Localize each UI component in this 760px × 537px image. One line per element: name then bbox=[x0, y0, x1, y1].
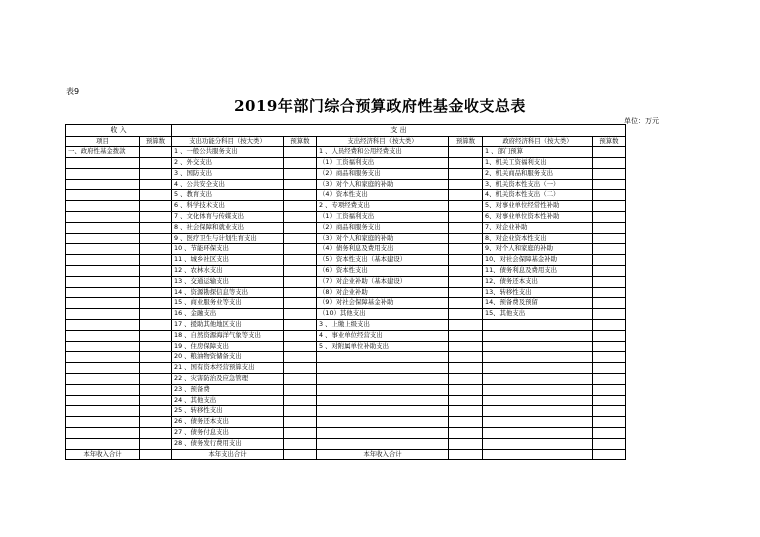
budget-cell bbox=[449, 190, 483, 201]
table-row bbox=[66, 212, 626, 223]
table-row bbox=[66, 428, 626, 439]
budget-cell bbox=[140, 266, 172, 277]
budget-cell bbox=[593, 384, 626, 395]
expense-total-value bbox=[284, 449, 317, 460]
function-category-cell: 19 、住房保障支出 bbox=[172, 341, 284, 352]
table-row bbox=[66, 168, 626, 179]
table-row bbox=[66, 179, 626, 190]
government-economic-cell bbox=[483, 341, 593, 352]
government-economic-cell bbox=[483, 406, 593, 417]
economic-category-cell: 5 、对附属单位补助支出 bbox=[317, 341, 449, 352]
budget-cell bbox=[284, 222, 317, 233]
budget-cell bbox=[593, 201, 626, 212]
function-category-cell: 3 、国防支出 bbox=[172, 168, 284, 179]
col-function-category: 支出功能分科目（按大类） bbox=[172, 136, 284, 147]
budget-cell bbox=[284, 298, 317, 309]
budget-cell bbox=[449, 276, 483, 287]
project-cell bbox=[66, 384, 140, 395]
project-cell: 一、政府性基金拨款 bbox=[66, 147, 140, 158]
table-row bbox=[66, 190, 626, 201]
budget-cell bbox=[140, 168, 172, 179]
budget-cell bbox=[449, 352, 483, 363]
budget-cell bbox=[140, 363, 172, 374]
economic-category-cell: 4 、事业单位经营支出 bbox=[317, 330, 449, 341]
government-economic-cell: 14、预备费及预留 bbox=[483, 298, 593, 309]
budget-cell bbox=[140, 406, 172, 417]
government-economic-cell: 1 、部门预算 bbox=[483, 147, 593, 158]
budget-cell bbox=[449, 417, 483, 428]
function-category-cell: 9 、医疗卫生与计划生育支出 bbox=[172, 233, 284, 244]
government-economic-cell: 13、转移性支出 bbox=[483, 287, 593, 298]
budget-cell bbox=[140, 190, 172, 201]
table-row bbox=[66, 233, 626, 244]
project-cell bbox=[66, 330, 140, 341]
function-category-cell: 20 、粮油物资储备支出 bbox=[172, 352, 284, 363]
project-cell bbox=[66, 428, 140, 439]
budget-cell bbox=[140, 309, 172, 320]
budget-cell bbox=[284, 341, 317, 352]
income-total-label-2: 本年收入合计 bbox=[317, 449, 449, 460]
budget-cell bbox=[140, 212, 172, 223]
table-row bbox=[66, 147, 626, 158]
budget-cell bbox=[284, 384, 317, 395]
function-category-cell: 21 、国有资本经营预算支出 bbox=[172, 363, 284, 374]
budget-cell bbox=[140, 374, 172, 385]
project-cell bbox=[66, 320, 140, 331]
table-number-label: 表9 bbox=[66, 87, 80, 96]
col-budget: 预算数 bbox=[284, 136, 317, 147]
budget-cell bbox=[284, 309, 317, 320]
budget-cell bbox=[140, 222, 172, 233]
budget-cell bbox=[284, 287, 317, 298]
budget-cell bbox=[593, 233, 626, 244]
income-total-value bbox=[140, 449, 172, 460]
budget-cell bbox=[449, 233, 483, 244]
table-row bbox=[66, 266, 626, 277]
economic-category-cell: （10）其他支出 bbox=[317, 309, 449, 320]
budget-cell bbox=[593, 309, 626, 320]
function-category-cell: 12 、农林水支出 bbox=[172, 266, 284, 277]
economic-category-cell: （4）债务利息及费用支出 bbox=[317, 244, 449, 255]
budget-cell bbox=[284, 158, 317, 169]
project-cell bbox=[66, 352, 140, 363]
budget-cell bbox=[284, 363, 317, 374]
economic-category-cell: （7）对企业补助（基本建设） bbox=[317, 276, 449, 287]
economic-category-cell: （3）对个人和家庭的补助 bbox=[317, 233, 449, 244]
government-economic-cell: 9、对个人和家庭的补助 bbox=[483, 244, 593, 255]
table-row bbox=[66, 298, 626, 309]
budget-cell bbox=[284, 147, 317, 158]
economic-category-cell bbox=[317, 406, 449, 417]
table-row bbox=[66, 352, 626, 363]
budget-cell bbox=[140, 320, 172, 331]
budget-cell bbox=[449, 287, 483, 298]
budget-cell bbox=[449, 374, 483, 385]
income-header: 收 入 bbox=[66, 125, 172, 137]
project-cell bbox=[66, 255, 140, 266]
government-economic-cell: 7、对企业补助 bbox=[483, 222, 593, 233]
function-category-cell: 10 、节能环保支出 bbox=[172, 244, 284, 255]
empty-cell bbox=[483, 449, 593, 460]
budget-cell bbox=[449, 255, 483, 266]
table-row bbox=[66, 276, 626, 287]
economic-category-cell: （8）对企业补助 bbox=[317, 287, 449, 298]
budget-cell bbox=[140, 179, 172, 190]
budget-cell bbox=[449, 244, 483, 255]
expense-total-label: 本年支出合计 bbox=[172, 449, 284, 460]
economic-category-cell: （9）对社会保障基金补助 bbox=[317, 298, 449, 309]
economic-category-cell: （3）对个人和家庭的补助 bbox=[317, 179, 449, 190]
budget-cell bbox=[593, 266, 626, 277]
economic-category-cell bbox=[317, 438, 449, 449]
project-cell bbox=[66, 309, 140, 320]
project-cell bbox=[66, 212, 140, 223]
government-economic-cell bbox=[483, 417, 593, 428]
function-category-cell: 2 、外交支出 bbox=[172, 158, 284, 169]
budget-cell bbox=[593, 147, 626, 158]
function-category-cell: 18 、自然资源海洋气象等支出 bbox=[172, 330, 284, 341]
table-row bbox=[66, 341, 626, 352]
function-category-cell: 5 、教育支出 bbox=[172, 190, 284, 201]
project-cell bbox=[66, 438, 140, 449]
income-total-value-2 bbox=[449, 449, 483, 460]
project-cell bbox=[66, 158, 140, 169]
government-economic-cell: 11、债务利息及费用支出 bbox=[483, 266, 593, 277]
function-category-cell: 26 、债务还本支出 bbox=[172, 417, 284, 428]
budget-cell bbox=[284, 428, 317, 439]
table-row bbox=[66, 309, 626, 320]
budget-cell bbox=[140, 287, 172, 298]
function-category-cell: 17 、援助其他地区支出 bbox=[172, 320, 284, 331]
budget-cell bbox=[593, 352, 626, 363]
budget-cell bbox=[593, 330, 626, 341]
budget-cell bbox=[593, 320, 626, 331]
government-economic-cell bbox=[483, 363, 593, 374]
table-row bbox=[66, 158, 626, 169]
budget-cell bbox=[593, 395, 626, 406]
budget-cell bbox=[593, 276, 626, 287]
budget-cell bbox=[449, 212, 483, 223]
empty-cell bbox=[593, 449, 626, 460]
government-economic-cell bbox=[483, 384, 593, 395]
budget-cell bbox=[284, 201, 317, 212]
budget-cell bbox=[593, 255, 626, 266]
col-budget: 预算数 bbox=[449, 136, 483, 147]
project-cell bbox=[66, 179, 140, 190]
function-category-cell: 6 、科学技术支出 bbox=[172, 201, 284, 212]
budget-cell bbox=[593, 179, 626, 190]
government-economic-cell bbox=[483, 374, 593, 385]
table-row bbox=[66, 374, 626, 385]
table-row bbox=[66, 255, 626, 266]
function-category-cell: 25 、转移性支出 bbox=[172, 406, 284, 417]
budget-cell bbox=[140, 395, 172, 406]
budget-cell bbox=[593, 158, 626, 169]
budget-cell bbox=[449, 395, 483, 406]
budget-cell bbox=[284, 406, 317, 417]
project-cell bbox=[66, 287, 140, 298]
economic-category-cell: （1）工资福利支出 bbox=[317, 212, 449, 223]
budget-cell bbox=[593, 428, 626, 439]
project-cell bbox=[66, 417, 140, 428]
budget-cell bbox=[449, 266, 483, 277]
budget-cell bbox=[140, 233, 172, 244]
col-budget: 预算数 bbox=[140, 136, 172, 147]
budget-cell bbox=[449, 179, 483, 190]
budget-cell bbox=[140, 158, 172, 169]
government-economic-cell: 6、对事业单位资本性补助 bbox=[483, 212, 593, 223]
economic-category-cell: （1）工资福利支出 bbox=[317, 158, 449, 169]
budget-cell bbox=[593, 190, 626, 201]
page-title: 2019年部门综合预算政府性基金收支总表 bbox=[234, 97, 526, 115]
budget-cell bbox=[284, 438, 317, 449]
project-cell bbox=[66, 374, 140, 385]
budget-cell bbox=[284, 168, 317, 179]
budget-cell bbox=[593, 406, 626, 417]
function-category-cell: 8 、社会保障和就业支出 bbox=[172, 222, 284, 233]
budget-cell bbox=[449, 309, 483, 320]
government-economic-cell: 4、机关资本性支出（二） bbox=[483, 190, 593, 201]
budget-cell bbox=[593, 417, 626, 428]
table-row bbox=[66, 320, 626, 331]
project-cell bbox=[66, 201, 140, 212]
project-cell bbox=[66, 168, 140, 179]
budget-cell bbox=[140, 417, 172, 428]
government-economic-cell bbox=[483, 320, 593, 331]
economic-category-cell bbox=[317, 395, 449, 406]
budget-cell bbox=[593, 374, 626, 385]
col-project: 项目 bbox=[66, 136, 140, 147]
budget-cell bbox=[449, 330, 483, 341]
government-economic-cell bbox=[483, 438, 593, 449]
budget-cell bbox=[140, 330, 172, 341]
economic-category-cell bbox=[317, 363, 449, 374]
budget-cell bbox=[284, 417, 317, 428]
budget-cell bbox=[449, 201, 483, 212]
budget-cell bbox=[140, 384, 172, 395]
budget-cell bbox=[449, 298, 483, 309]
budget-cell bbox=[284, 352, 317, 363]
fund-budget-table bbox=[65, 124, 626, 460]
unit-label: 单位：万元 bbox=[624, 117, 659, 125]
table-row bbox=[66, 384, 626, 395]
budget-cell bbox=[449, 428, 483, 439]
function-category-cell: 27 、债务付息支出 bbox=[172, 428, 284, 439]
function-category-cell: 16 、金融支出 bbox=[172, 309, 284, 320]
budget-cell bbox=[284, 320, 317, 331]
budget-cell bbox=[284, 255, 317, 266]
budget-cell bbox=[593, 244, 626, 255]
budget-cell bbox=[449, 341, 483, 352]
budget-cell bbox=[140, 276, 172, 287]
table-row bbox=[66, 222, 626, 233]
government-economic-cell bbox=[483, 352, 593, 363]
function-category-cell: 24 、其他支出 bbox=[172, 395, 284, 406]
budget-cell bbox=[593, 287, 626, 298]
project-cell bbox=[66, 244, 140, 255]
budget-cell bbox=[140, 244, 172, 255]
budget-cell bbox=[284, 244, 317, 255]
economic-category-cell: （6）资本性支出 bbox=[317, 266, 449, 277]
table-row bbox=[66, 201, 626, 212]
economic-category-cell bbox=[317, 384, 449, 395]
government-economic-cell: 8、对企业资本性支出 bbox=[483, 233, 593, 244]
function-category-cell: 13 、交通运输支出 bbox=[172, 276, 284, 287]
function-category-cell: 23 、预备费 bbox=[172, 384, 284, 395]
project-cell bbox=[66, 341, 140, 352]
table-row bbox=[66, 417, 626, 428]
col-economic-category: 支出经济科目（按大类） bbox=[317, 136, 449, 147]
budget-cell bbox=[140, 147, 172, 158]
budget-cell bbox=[449, 147, 483, 158]
function-category-cell: 22 、灾害防治及应急管理 bbox=[172, 374, 284, 385]
economic-category-cell: 1 、人员经费和公用经费支出 bbox=[317, 147, 449, 158]
project-cell bbox=[66, 266, 140, 277]
budget-cell bbox=[449, 438, 483, 449]
budget-cell bbox=[140, 352, 172, 363]
table-row bbox=[66, 244, 626, 255]
budget-cell bbox=[593, 341, 626, 352]
project-cell bbox=[66, 222, 140, 233]
budget-cell bbox=[449, 168, 483, 179]
income-total-label: 本年收入合计 bbox=[66, 449, 140, 460]
project-cell bbox=[66, 233, 140, 244]
budget-cell bbox=[284, 374, 317, 385]
budget-cell bbox=[140, 201, 172, 212]
economic-category-cell bbox=[317, 417, 449, 428]
budget-cell bbox=[284, 276, 317, 287]
government-economic-cell: 3、机关资本性支出（一） bbox=[483, 179, 593, 190]
project-cell bbox=[66, 406, 140, 417]
budget-cell bbox=[449, 363, 483, 374]
col-budget: 预算数 bbox=[593, 136, 626, 147]
economic-category-cell bbox=[317, 428, 449, 439]
table-row bbox=[66, 330, 626, 341]
table-row bbox=[66, 287, 626, 298]
budget-cell bbox=[284, 330, 317, 341]
budget-cell bbox=[449, 384, 483, 395]
budget-cell bbox=[140, 428, 172, 439]
budget-cell bbox=[593, 222, 626, 233]
economic-category-cell: （4）资本性支出 bbox=[317, 190, 449, 201]
table-row bbox=[66, 363, 626, 374]
budget-cell bbox=[140, 438, 172, 449]
economic-category-cell: （5）资本性支出（基本建设） bbox=[317, 255, 449, 266]
budget-cell bbox=[593, 212, 626, 223]
budget-cell bbox=[140, 255, 172, 266]
project-cell bbox=[66, 276, 140, 287]
budget-cell bbox=[284, 233, 317, 244]
function-category-cell: 15 、商业服务业等支出 bbox=[172, 298, 284, 309]
function-category-cell: 7 、文化体育与传媒支出 bbox=[172, 212, 284, 223]
table-row bbox=[66, 406, 626, 417]
economic-category-cell: （2）商品和服务支出 bbox=[317, 222, 449, 233]
economic-category-cell: 3 、上缴上级支出 bbox=[317, 320, 449, 331]
budget-cell bbox=[449, 158, 483, 169]
government-economic-cell: 10、对社会保障基金补助 bbox=[483, 255, 593, 266]
budget-cell bbox=[140, 298, 172, 309]
table-row bbox=[66, 438, 626, 449]
budget-cell bbox=[449, 222, 483, 233]
economic-category-cell bbox=[317, 352, 449, 363]
economic-category-cell bbox=[317, 374, 449, 385]
economic-category-cell: 2 、专项经费支出 bbox=[317, 201, 449, 212]
budget-cell bbox=[140, 341, 172, 352]
budget-cell bbox=[284, 190, 317, 201]
government-economic-cell bbox=[483, 330, 593, 341]
project-cell bbox=[66, 298, 140, 309]
government-economic-cell: 2、机关商品和服务支出 bbox=[483, 168, 593, 179]
budget-cell bbox=[449, 406, 483, 417]
budget-cell bbox=[284, 179, 317, 190]
function-category-cell: 4 、公共安全支出 bbox=[172, 179, 284, 190]
project-cell bbox=[66, 363, 140, 374]
project-cell bbox=[66, 190, 140, 201]
budget-cell bbox=[593, 298, 626, 309]
budget-cell bbox=[284, 395, 317, 406]
budget-cell bbox=[284, 212, 317, 223]
table-row bbox=[66, 395, 626, 406]
budget-cell bbox=[593, 438, 626, 449]
budget-cell bbox=[284, 266, 317, 277]
function-category-cell: 1 、一般公共服务支出 bbox=[172, 147, 284, 158]
government-economic-cell: 15、其他支出 bbox=[483, 309, 593, 320]
government-economic-cell: 5、对事业单位经常性补助 bbox=[483, 201, 593, 212]
function-category-cell: 11 、城乡社区支出 bbox=[172, 255, 284, 266]
col-government-economic-category: 政府经济科目（按大类） bbox=[483, 136, 593, 147]
government-economic-cell bbox=[483, 395, 593, 406]
function-category-cell: 14 、资源勘探信息等支出 bbox=[172, 287, 284, 298]
economic-category-cell: （2）商品和服务支出 bbox=[317, 168, 449, 179]
project-cell bbox=[66, 395, 140, 406]
government-economic-cell: 12、债务还本支出 bbox=[483, 276, 593, 287]
expense-header: 支 出 bbox=[172, 125, 626, 137]
function-category-cell: 28 、债务发行费用支出 bbox=[172, 438, 284, 449]
government-economic-cell bbox=[483, 428, 593, 439]
government-economic-cell: 1、机关工资福利支出 bbox=[483, 158, 593, 169]
budget-cell bbox=[593, 363, 626, 374]
budget-cell bbox=[593, 168, 626, 179]
budget-cell bbox=[449, 320, 483, 331]
